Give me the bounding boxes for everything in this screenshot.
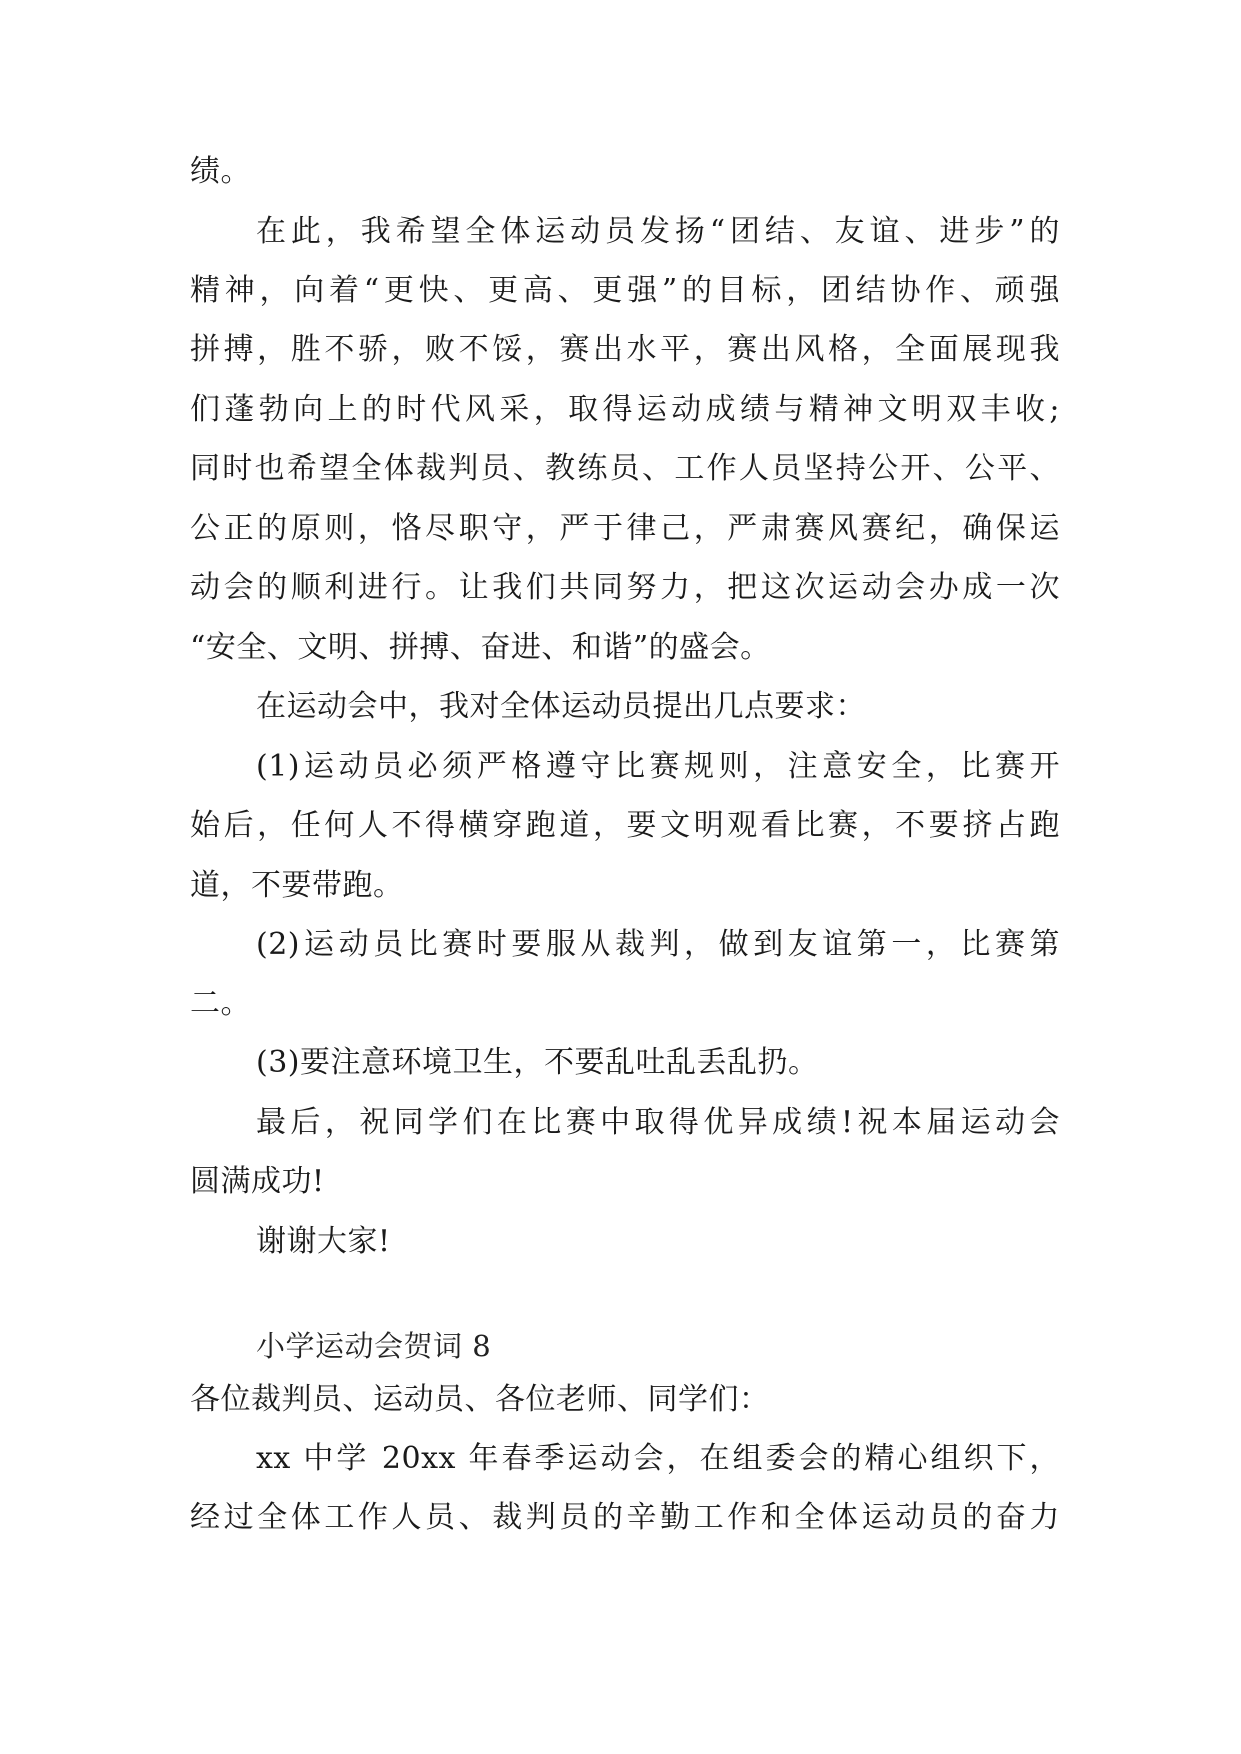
text-line-5: 们蓬勃向上的时代风采，取得运动成绩与精神文明双丰收; [190,392,1060,427]
text-line-3: 精神，向着“更快、更高、更强”的目标，团结协作、顽强 [190,273,1060,308]
text-line-11: (1)运动员必须严格遵守比赛规则，注意安全，比赛开 [256,749,1060,784]
text-line-2: 在此，我希望全体运动员发扬“团结、友谊、进步”的 [256,214,1060,249]
text-line-17: 最后，祝同学们在比赛中取得优异成绩!祝本届运动会 [256,1105,1060,1140]
text-line-15: 二。 [190,986,251,1021]
text-line-8: 动会的顺利进行。让我们共同努力，把这次运动会办成一次 [190,570,1060,605]
text-line-21: 各位裁判员、运动员、各位老师、同学们： [190,1382,770,1417]
text-line-6: 同时也希望全体裁判员、教练员、工作人员坚持公开、公平、 [190,451,1060,486]
text-line-9: “安全、文明、拼搏、奋进、和谐”的盛会。 [190,630,771,665]
text-line-22: xx 中学 20xx 年春季运动会，在组委会的精心组织下， [256,1441,1060,1476]
text-line-10: 在运动会中，我对全体运动员提出几点要求： [256,689,866,724]
text-line-19: 谢谢大家! [256,1224,391,1259]
text-line-13: 道，不要带跑。 [190,868,404,903]
text-line-14: (2)运动员比赛时要服从裁判，做到友谊第一，比赛第 [256,927,1060,962]
text-line-18: 圆满成功! [190,1164,325,1199]
text-line-1: 绩。 [190,154,251,189]
text-line-7: 公正的原则，恪尽职守，严于律己，严肃赛风赛纪，确保运 [190,511,1060,546]
text-line-16: (3)要注意环境卫生，不要乱吐乱丢乱扔。 [256,1045,819,1080]
section-heading: 小学运动会贺词 8 [256,1329,492,1363]
text-line-12: 始后，任何人不得横穿跑道，要文明观看比赛，不要挤占跑 [190,808,1060,843]
text-line-23: 经过全体工作人员、裁判员的辛勤工作和全体运动员的奋力 [190,1500,1060,1535]
text-line-4: 拼搏，胜不骄，败不馁，赛出水平，赛出风格，全面展现我 [190,332,1060,367]
